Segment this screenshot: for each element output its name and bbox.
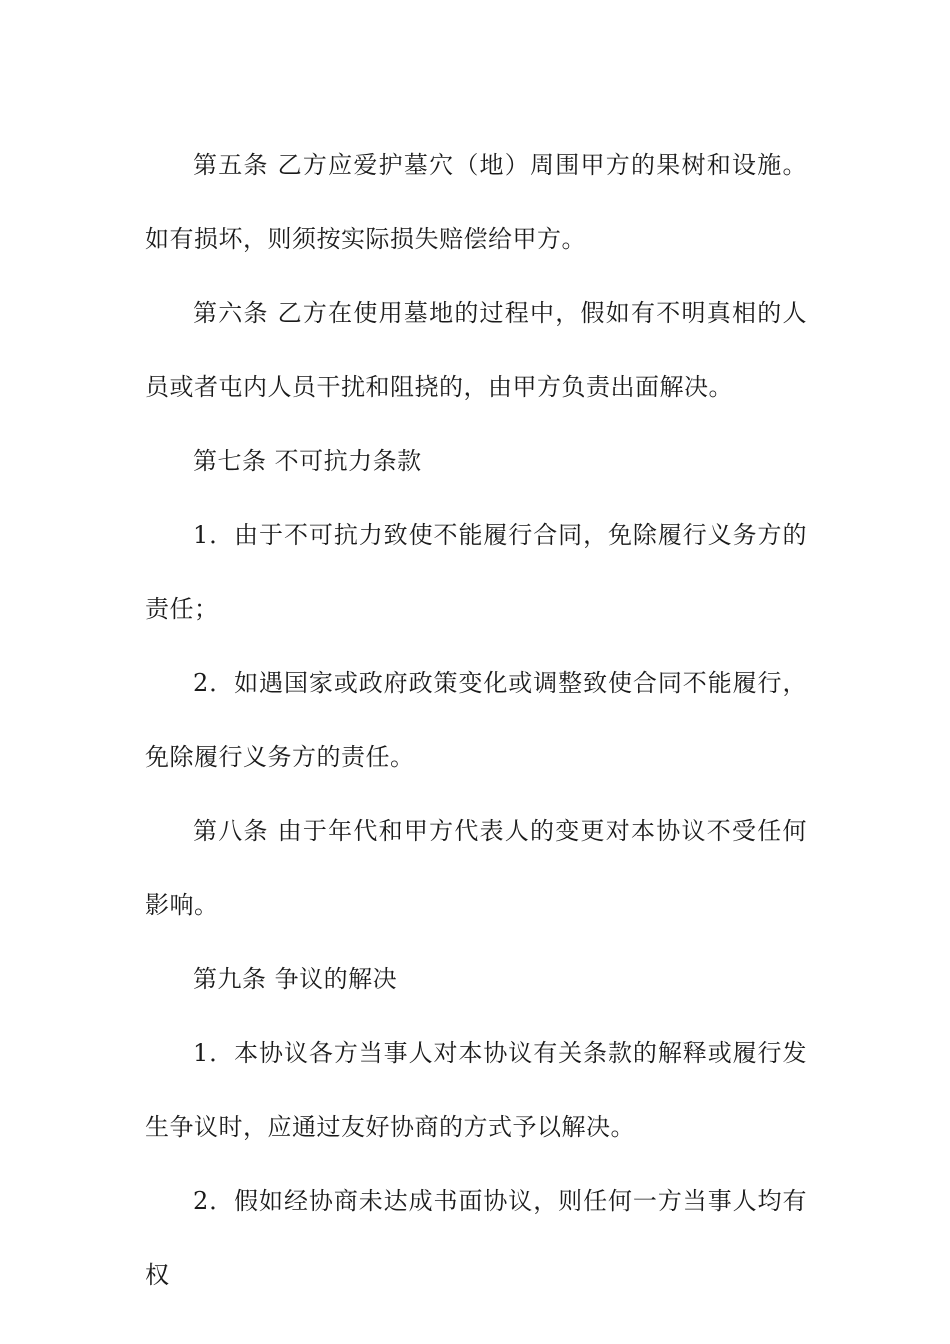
document-body: [145, 128, 807, 1312]
paragraph-article-5: 第五条 乙方应爱护墓穴（地）周围甲方的果树和设施。如有损坏，则须按实际损失赔偿给甲方。: [145, 151, 807, 253]
paragraph-article-6: 第六条 乙方在使用墓地的过程中，假如有不明真相的人员或者屯内人员干扰和阻挠的，由甲方负责出面解决。: [145, 299, 807, 401]
paragraph-article-7-heading: 第七条 不可抗力条款: [193, 447, 422, 475]
paragraph-article-9-item-1: 1．本协议各方当事人对本协议有关条款的解释或履行发生争议时，应通过友好协商的方式予以解决。: [145, 1039, 807, 1141]
paragraph-article-8: 第八条 由于年代和甲方代表人的变更对本协议不受任何影响。: [145, 817, 807, 919]
paragraph-article-9-heading: 第九条 争议的解决: [193, 965, 398, 993]
paragraph-article-7-item-1: 1．由于不可抗力致使不能履行合同，免除履行义务方的责任；: [145, 521, 807, 623]
paragraph-article-9-item-2: 2．假如经协商未达成书面协议，则任何一方当事人均有权: [145, 1187, 807, 1289]
paragraph-article-7-item-2: 2．如遇国家或政府政策变化或调整致使合同不能履行，免除履行义务方的责任。: [145, 669, 807, 771]
